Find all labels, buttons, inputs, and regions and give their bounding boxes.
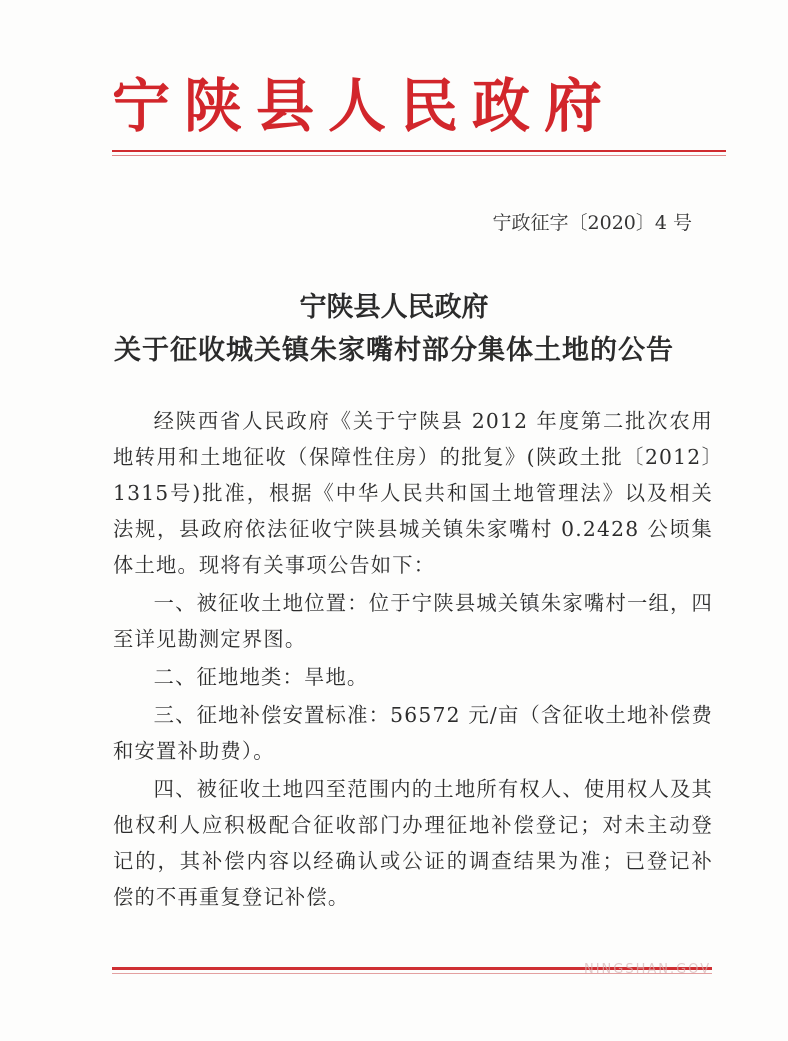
masthead-red-rule bbox=[112, 150, 726, 152]
masthead-red-rule-thin bbox=[112, 155, 726, 156]
item-compensation-standard: 三、征地补偿安置标准：56572 元/亩（含征收土地补偿费和安置补助费）。 bbox=[113, 703, 713, 763]
title-subject: 关于征收城关镇朱家嘴村部分集体土地的公告 bbox=[114, 335, 674, 366]
footer-watermark: NINGSHAN.GOV bbox=[584, 962, 712, 977]
item-location: 一、被征收土地位置：位于宁陕县城关镇朱家嘴村一组，四至详见勘测定界图。 bbox=[113, 591, 713, 651]
item-registration: 四、被征收土地四至范围内的土地所有权人、使用权人及其他权利人应积极配合征收部门办理征地补偿登记；对未主动登记的，其补偿内容以经确认或公证的调查结果为准；已登记补偿的不再重复登记补偿。 bbox=[113, 777, 713, 909]
announcement-body bbox=[113, 403, 713, 917]
title-issuer: 宁陕县人民政府 bbox=[299, 292, 489, 323]
document-number: 宁政征字〔2020〕4 号 bbox=[492, 212, 692, 234]
item-land-type: 二、征地地类：旱地。 bbox=[153, 665, 369, 689]
issuer-masthead: 宁陕县人民政府 bbox=[112, 72, 617, 140]
intro-paragraph: 经陕西省人民政府《关于宁陕县 2012 年度第二批次农用地转用和土地征收（保障性住房）的批复》(陕政土批〔2012〕1315号)批准，根据《中华人民共和国土地管理法》以及相关法规，县政府依法征收宁陕县城关镇朱家嘴村 0.2428 公顷集体土地。现将有关事项公告如下： bbox=[113, 409, 713, 577]
